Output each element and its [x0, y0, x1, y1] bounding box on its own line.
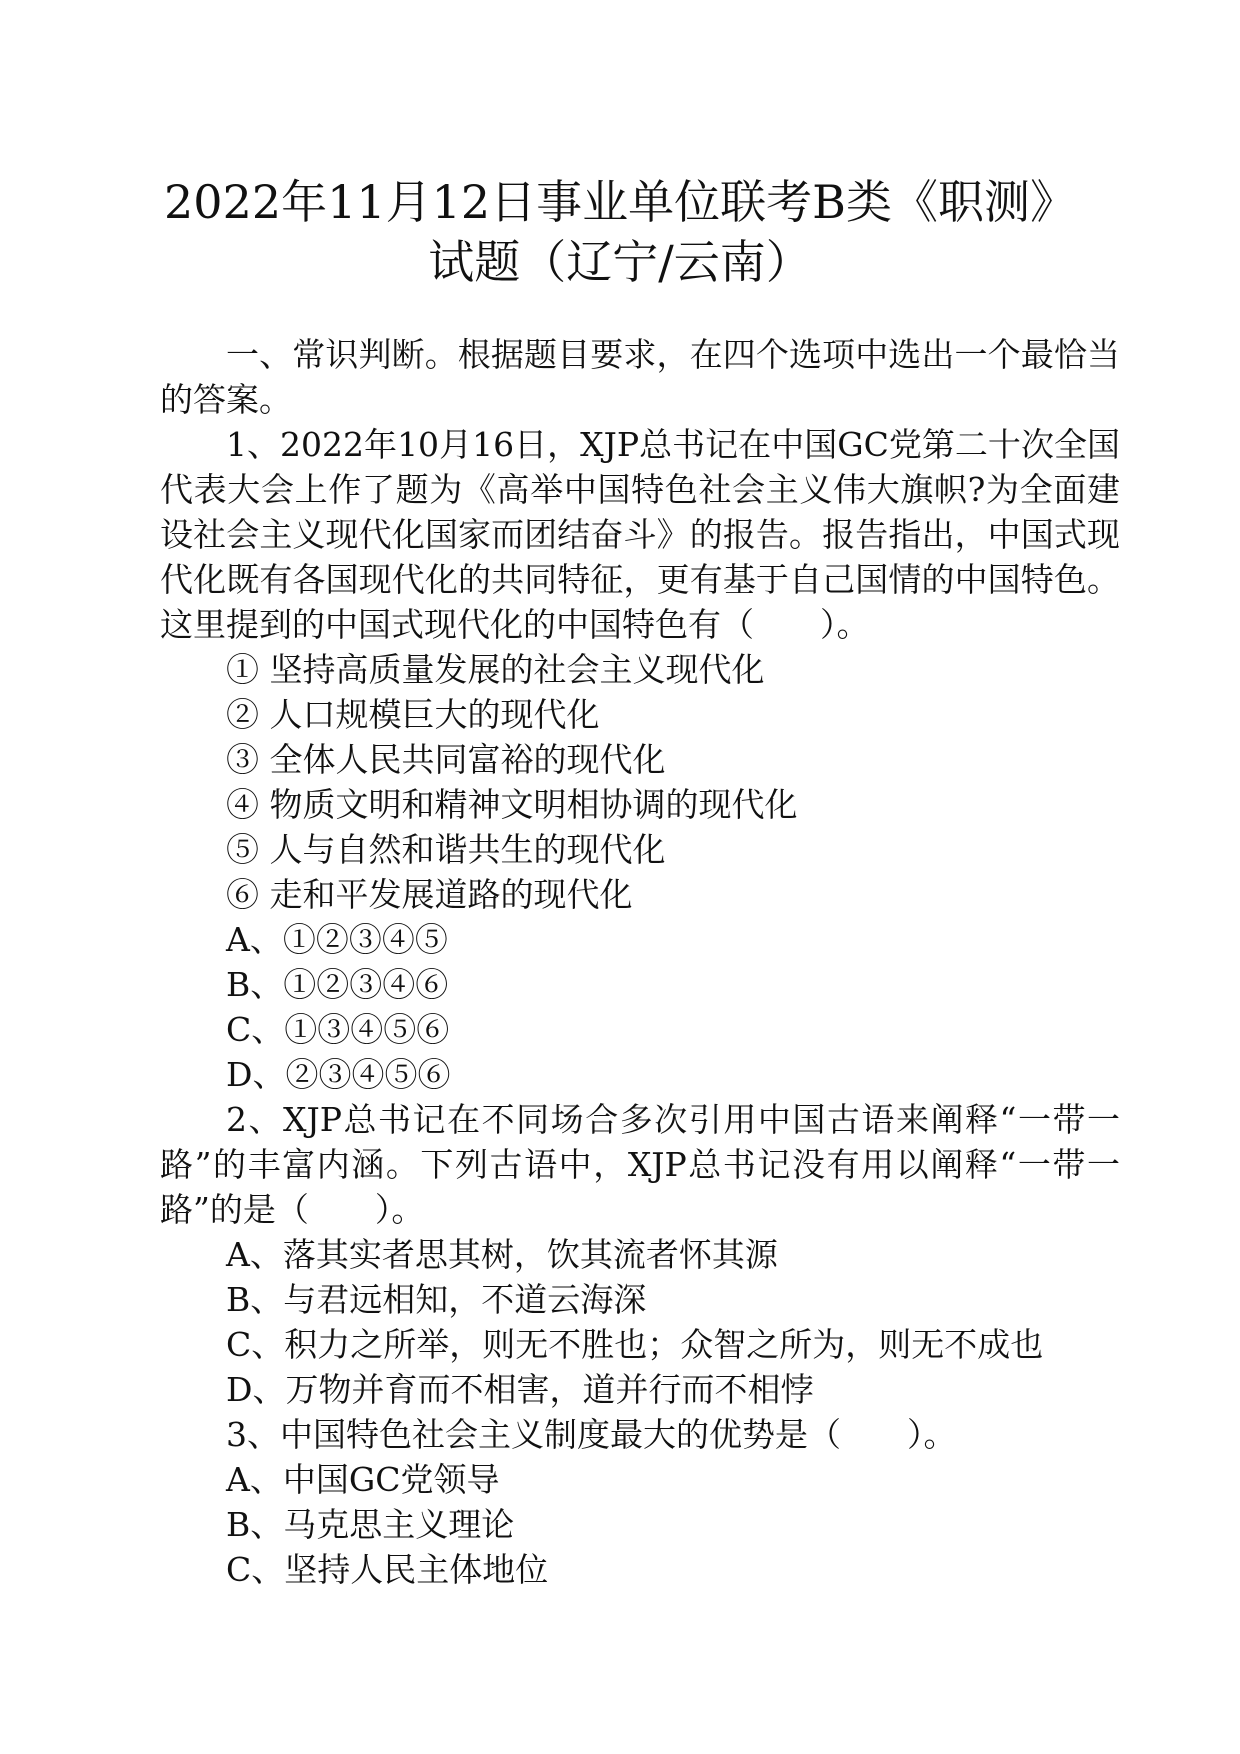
question-2-option-d: D、万物并育而不相害，道并行而不相悖 [226, 1370, 814, 1409]
question-1-item-1: ① 坚持高质量发展的社会主义现代化 [226, 650, 765, 689]
question-2-option-c: C、积力之所举，则无不胜也；众智之所为，则无不成也 [226, 1325, 1044, 1364]
document-body [160, 332, 1120, 1592]
question-3-option-b: B、马克思主义理论 [226, 1505, 515, 1544]
question-3-option-a: A、中国GC党领导 [226, 1460, 500, 1499]
question-1-stem: 1、2022年10月16日，XJP总书记在中国GC党第二十次全国代表大会上作了题为《高举中国特色社会主义伟大旗帜?为全面建设社会主义现代化国家而团结奋斗》的报告。报告指出，中国式现代化既有各国现代化的共同特征，更有基于自己国情的中国特色。这里提到的中国式现代化的中国特色有（ ）。 [160, 425, 1120, 644]
question-1-item-6: ⑥ 走和平发展道路的现代化 [226, 875, 633, 914]
question-1-option-d: D、②③④⑤⑥ [226, 1055, 451, 1094]
question-1-option-a: A、①②③④⑤ [226, 920, 448, 959]
question-2-stem: 2、XJP总书记在不同场合多次引用中国古语来阐释“一带一路”的丰富内涵。下列古语中，XJP总书记没有用以阐释“一带一路”的是（ ）。 [160, 1100, 1120, 1229]
document-title-line-1: 2022年11月12日事业单位联考B类《职测》 [164, 175, 1076, 229]
question-1-item-3: ③ 全体人民共同富裕的现代化 [226, 740, 666, 779]
question-1-item-4: ④ 物质文明和精神文明相协调的现代化 [226, 785, 798, 824]
section-header: 一、常识判断。根据题目要求，在四个选项中选出一个最恰当的答案。 [160, 335, 1120, 419]
document-title-line-2: 试题（辽宁/云南） [428, 235, 812, 289]
question-3-stem: 3、中国特色社会主义制度最大的优势是（ ）。 [226, 1415, 957, 1454]
question-1-option-c: C、①③④⑤⑥ [226, 1010, 450, 1049]
question-2-option-b: B、与君远相知，不道云海深 [226, 1280, 647, 1319]
question-1-item-2: ② 人口规模巨大的现代化 [226, 695, 600, 734]
question-1-option-b: B、①②③④⑥ [226, 965, 449, 1004]
question-1-item-5: ⑤ 人与自然和谐共生的现代化 [226, 830, 666, 869]
question-2-option-a: A、落其实者思其树，饮其流者怀其源 [226, 1235, 778, 1274]
question-3-option-c: C、坚持人民主体地位 [226, 1550, 549, 1589]
